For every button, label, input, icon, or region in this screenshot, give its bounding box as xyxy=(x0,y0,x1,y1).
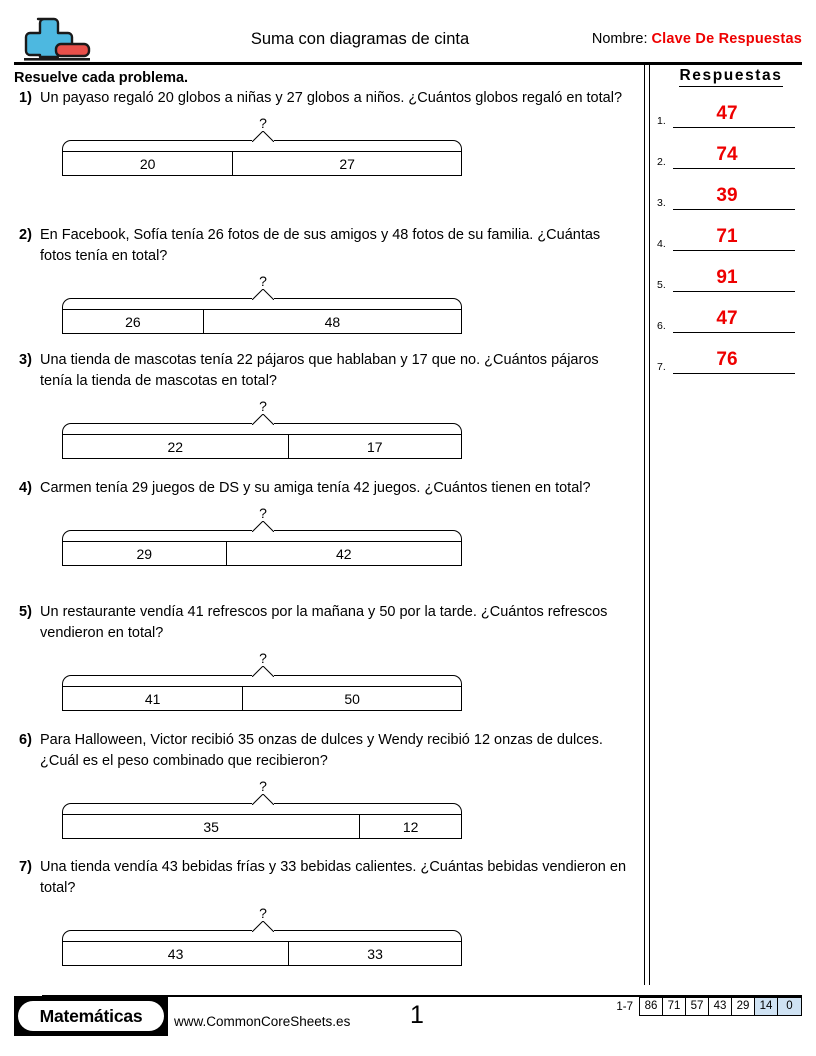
tape-unknown-label: ? xyxy=(259,505,267,521)
answer-write-line[interactable] xyxy=(673,250,795,251)
score-box: 0 xyxy=(778,998,801,1015)
problem-item xyxy=(14,602,638,712)
answer-index: 2. xyxy=(657,156,666,168)
problem-text: Un restaurante vendía 41 refrescos por la mañana y 50 por la tarde. ¿Cuántos refrescos vendieron en total? xyxy=(40,604,608,641)
answers-heading: Respuestas xyxy=(679,66,782,87)
brand-logo-text: Matemáticas xyxy=(18,1001,164,1031)
tape-part-a: 35 xyxy=(203,818,219,835)
problem-number: 3) xyxy=(19,352,32,368)
tape-brace-peak xyxy=(252,666,274,677)
answer-row xyxy=(655,131,802,169)
problem-number: 2) xyxy=(19,227,32,243)
answer-value: 74 xyxy=(716,144,738,165)
answer-write-line[interactable] xyxy=(673,373,795,374)
problem-statement xyxy=(14,857,638,899)
answer-value: 47 xyxy=(716,103,738,124)
tape-part-b: 48 xyxy=(203,310,461,333)
answer-index: 1. xyxy=(657,115,666,127)
page-title: Suma con diagramas de cinta xyxy=(250,30,470,48)
answer-row xyxy=(655,295,802,333)
tape-part-a: 43 xyxy=(167,945,184,962)
problem-text: En Facebook, Sofía tenía 26 fotos de de sus amigos y 48 fotos de su familia. ¿Cuántas fotos tenía en total? xyxy=(40,227,601,264)
tape-bar xyxy=(62,151,462,176)
problem-statement xyxy=(14,730,638,772)
answer-write-line[interactable] xyxy=(673,291,795,292)
tape-brace-peak xyxy=(252,289,274,300)
tape-diagram xyxy=(62,778,464,840)
problem-statement xyxy=(14,350,638,392)
tape-bar xyxy=(62,541,462,566)
header-divider xyxy=(14,62,802,65)
name-field xyxy=(592,30,802,48)
tape-part-b: 17 xyxy=(288,435,461,458)
problem-statement xyxy=(14,225,638,267)
tape-part-a: 22 xyxy=(167,438,184,455)
answer-row xyxy=(655,213,802,251)
tape-unknown-label: ? xyxy=(259,905,267,921)
tape-unknown-label: ? xyxy=(259,115,267,131)
tape-part-a: 20 xyxy=(139,155,156,172)
score-box: 71 xyxy=(663,998,686,1015)
column-divider-right xyxy=(649,65,650,985)
tape-diagram xyxy=(62,905,464,967)
tape-part-a: 41 xyxy=(144,690,161,707)
tape-part-b: 50 xyxy=(242,687,461,710)
tape-brace-peak xyxy=(252,414,274,425)
answer-value: 39 xyxy=(716,185,738,206)
page-header xyxy=(0,0,816,62)
tape-unknown-label: ? xyxy=(259,398,267,414)
answer-value: 91 xyxy=(716,267,738,288)
answer-row xyxy=(655,172,802,210)
tape-unknown-label: ? xyxy=(259,650,267,666)
tape-bar xyxy=(62,434,462,459)
tape-part-b: 42 xyxy=(226,542,461,565)
answer-row xyxy=(655,90,802,128)
tape-brace-peak xyxy=(252,794,274,805)
answer-rows xyxy=(655,90,802,374)
score-box: 29 xyxy=(732,998,755,1015)
tape-brace-peak xyxy=(252,521,274,532)
score-box: 86 xyxy=(640,998,663,1015)
instructions-text: Resuelve cada problema. xyxy=(14,70,189,86)
problem-statement xyxy=(14,478,638,499)
brand-logo xyxy=(14,996,168,1036)
problem-item xyxy=(14,478,638,567)
problem-number: 7) xyxy=(19,859,32,875)
tape-bar xyxy=(62,686,462,711)
problem-number: 5) xyxy=(19,604,32,620)
problem-number: 4) xyxy=(19,480,32,496)
tape-brace-peak xyxy=(252,131,274,142)
problem-text: Carmen tenía 29 juegos de DS y su amiga tenía 42 juegos. ¿Cuántos tienen en total? xyxy=(40,480,591,496)
problem-text: Un payaso regaló 20 globos a niñas y 27 globos a niños. ¿Cuántos globos regaló en total? xyxy=(40,90,623,106)
tape-diagram xyxy=(62,398,464,460)
website-url: www.CommonCoreSheets.es xyxy=(174,1014,351,1029)
answer-write-line[interactable] xyxy=(673,209,795,210)
problem-number: 1) xyxy=(19,90,32,106)
tape-diagram xyxy=(62,650,464,712)
problem-item xyxy=(14,88,638,177)
answer-index: 6. xyxy=(657,320,666,332)
plus-minus-icon xyxy=(16,16,94,62)
answer-index: 4. xyxy=(657,238,666,250)
answer-index: 3. xyxy=(657,197,666,209)
tape-part-b: 12 xyxy=(359,815,461,838)
tape-part-b: 27 xyxy=(232,152,461,175)
answer-value: 71 xyxy=(716,226,738,247)
score-range-label: 1-7 xyxy=(616,1000,633,1013)
name-value: Clave De Respuestas xyxy=(651,31,802,47)
problem-statement xyxy=(14,602,638,644)
score-box: 43 xyxy=(709,998,732,1015)
problem-text: Una tienda vendía 43 bebidas frías y 33 bebidas calientes. ¿Cuántas bebidas vendieron en total? xyxy=(40,859,627,896)
problem-statement xyxy=(14,88,638,109)
score-box: 57 xyxy=(686,998,709,1015)
tape-part-a: 26 xyxy=(125,313,141,330)
page-number: 1 xyxy=(410,1001,424,1029)
answer-index: 5. xyxy=(657,279,666,291)
problem-item xyxy=(14,350,638,460)
problem-item xyxy=(14,857,638,967)
tape-bar xyxy=(62,309,462,334)
answer-value: 76 xyxy=(716,349,738,370)
tape-diagram xyxy=(62,115,464,177)
column-divider-left xyxy=(644,65,645,985)
name-label: Nombre: xyxy=(591,31,648,47)
tape-brace-peak xyxy=(252,921,274,932)
answer-row xyxy=(655,336,802,374)
answer-index: 7. xyxy=(657,361,666,373)
tape-bar xyxy=(62,941,462,966)
answer-value: 47 xyxy=(716,308,738,329)
problem-text: Una tienda de mascotas tenía 22 pájaros que hablaban y 17 que no. ¿Cuántos pájaros tenía la tienda de mascotas en total? xyxy=(40,352,599,389)
problem-item xyxy=(14,730,638,840)
problem-number: 6) xyxy=(19,732,32,748)
answer-row xyxy=(655,254,802,292)
problem-item xyxy=(14,225,638,335)
tape-unknown-label: ? xyxy=(259,778,267,794)
answer-write-line[interactable] xyxy=(673,127,795,128)
tape-diagram xyxy=(62,273,464,335)
tape-part-b: 33 xyxy=(288,942,461,965)
tape-diagram xyxy=(62,505,464,567)
score-box: 14 xyxy=(755,998,778,1015)
tape-bar xyxy=(62,814,462,839)
score-scale xyxy=(616,997,802,1016)
problem-text: Para Halloween, Victor recibió 35 onzas de dulces y Wendy recibió 12 onzas de dulces. ¿Cuál es el peso combinado que recibieron? xyxy=(40,732,603,769)
answer-write-line[interactable] xyxy=(673,332,795,333)
tape-part-a: 29 xyxy=(136,545,153,562)
answer-write-line[interactable] xyxy=(673,168,795,169)
answer-key-column xyxy=(655,66,802,374)
score-value-boxes xyxy=(639,997,802,1016)
tape-unknown-label: ? xyxy=(259,273,267,289)
